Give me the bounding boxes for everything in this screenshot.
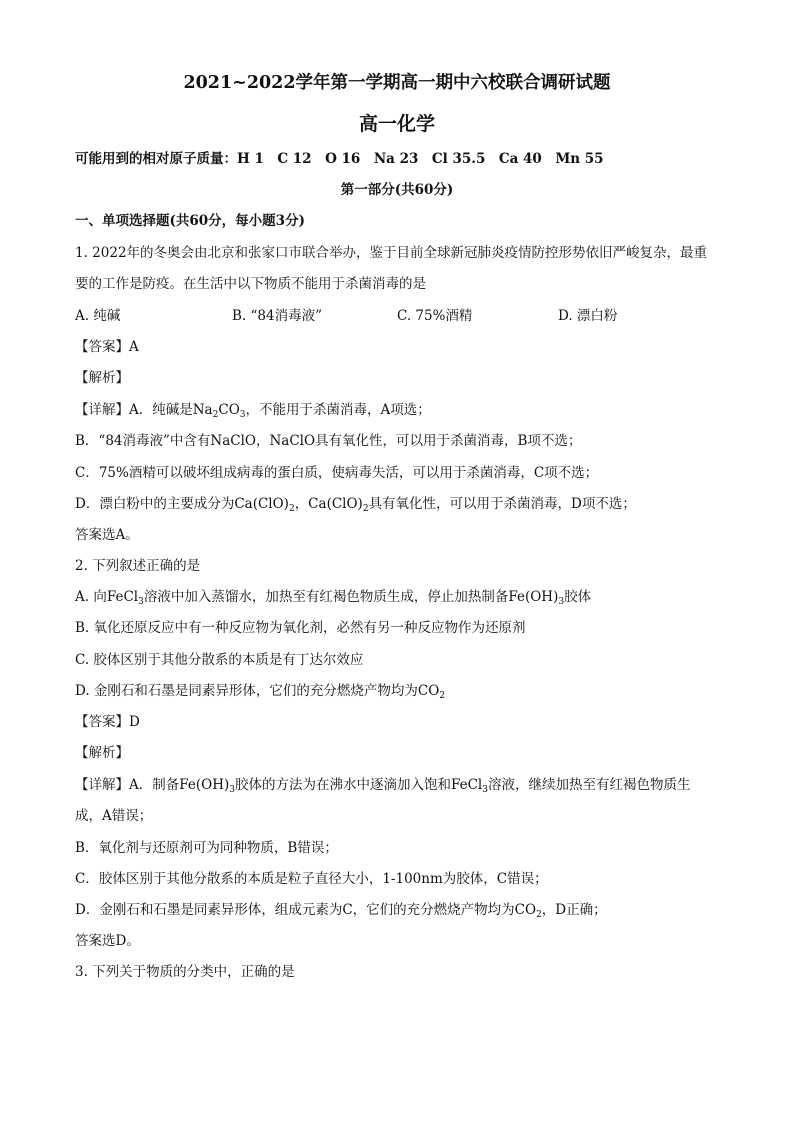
q2-detail-a: 【详解】A．制备$Fe(OH)_3$胶体的方法为在沸水中逐滴加入饱和FeCl$_3$溶液，继续加热至有红褐色物质生 [75, 777, 691, 795]
q2-conclusion: 答案选D。 [75, 933, 140, 949]
q1-detail-a: 【详解】A．纯碱是$Na_2CO_3$，不能用于杀菌消毒，A项选； [75, 402, 431, 420]
q2-detail-c: C．胶体区别于其他分散系的本质是粒子直径大小，1-100nm为胶体，C错误； [75, 871, 548, 887]
subject-title: 高一化学 [358, 113, 435, 135]
q2-option-a: A. 向FeCl$_3$溶液中加入蒸馏水，加热至有红褐色物质生成，停止加热制备$Fe(OH)_3$胶体 [75, 589, 592, 607]
page-title: 2021~2022学年第一学期高一期中六校联合调研试题 [183, 73, 611, 93]
q1-answer: 【答案】A [75, 339, 139, 355]
q1-option-d: D. 漂白粉 [558, 308, 618, 324]
q2-answer: 【答案】D [75, 714, 140, 730]
q1-analysis-label: 【解析】 [75, 370, 129, 386]
q2-detail-b: B．氧化剂与还原剂可为同种物质，B错误； [75, 840, 338, 856]
q3-stem: 3. 下列关于物质的分类中，正确的是 [75, 964, 295, 980]
q2-detail-a-cont: 成，A错误； [75, 808, 153, 824]
q1-detail-b: B．“84消毒液”中含有NaClO，NaClO具有氧化性，可以用于杀菌消毒，B项不选； [75, 433, 582, 449]
q2-detail-d: D．金刚石和石墨是同素异形体，组成元素为C，它们的充分燃烧产物均为$CO_2$，D正确； [75, 902, 607, 920]
q1-stem-line2: 要的工作是防疫。在生活中以下物质不能用于杀菌消毒的是 [75, 276, 426, 292]
q2-option-c: C. 胶体区别于其他分散系的本质是有丁达尔效应 [75, 652, 364, 668]
q2-option-b: B. 氧化还原反应中有一种反应物为氧化剂，必然有另一种反应物作为还原剂 [75, 620, 526, 636]
q1-conclusion: 答案选A。 [75, 527, 139, 543]
q2-stem: 2. 下列叙述正确的是 [75, 558, 201, 574]
q1-option-b: B. “84消毒液” [232, 308, 322, 324]
q1-detail-d: D．漂白粉中的主要成分为$Ca(ClO)_2$，$Ca(ClO)_2$具有氧化性，可以用于杀菌消毒，D项不选； [75, 496, 636, 514]
atomic-masses: 可能用到的相对原子质量：H 1 C 12 O 16 Na 23 Cl 35.5 Ca 40 Mn 55 [75, 151, 604, 167]
q1-option-a: A. 纯碱 [75, 308, 121, 324]
q1-option-c: C. 75%酒精 [397, 308, 473, 324]
q1-detail-c: C．75%酒精可以破坏组成病毒的蛋白质，使病毒失活，可以用于杀菌消毒，C项不选； [75, 465, 599, 481]
q1-stem-line1: 1. 2022年的冬奥会由北京和张家口市联合举办，鉴于目前全球新冠肺炎疫情防控形势依旧严峻复杂，最重 [75, 245, 708, 261]
part-heading: 第一部分(共60分) [340, 182, 454, 198]
q2-analysis-label: 【解析】 [75, 745, 129, 761]
q2-option-d: D. 金刚石和石墨是同素异形体，它们的充分燃烧产物均为$CO_2$ [75, 683, 446, 701]
section-heading: 一、单项选择题(共60分，每小题3分) [75, 213, 305, 229]
